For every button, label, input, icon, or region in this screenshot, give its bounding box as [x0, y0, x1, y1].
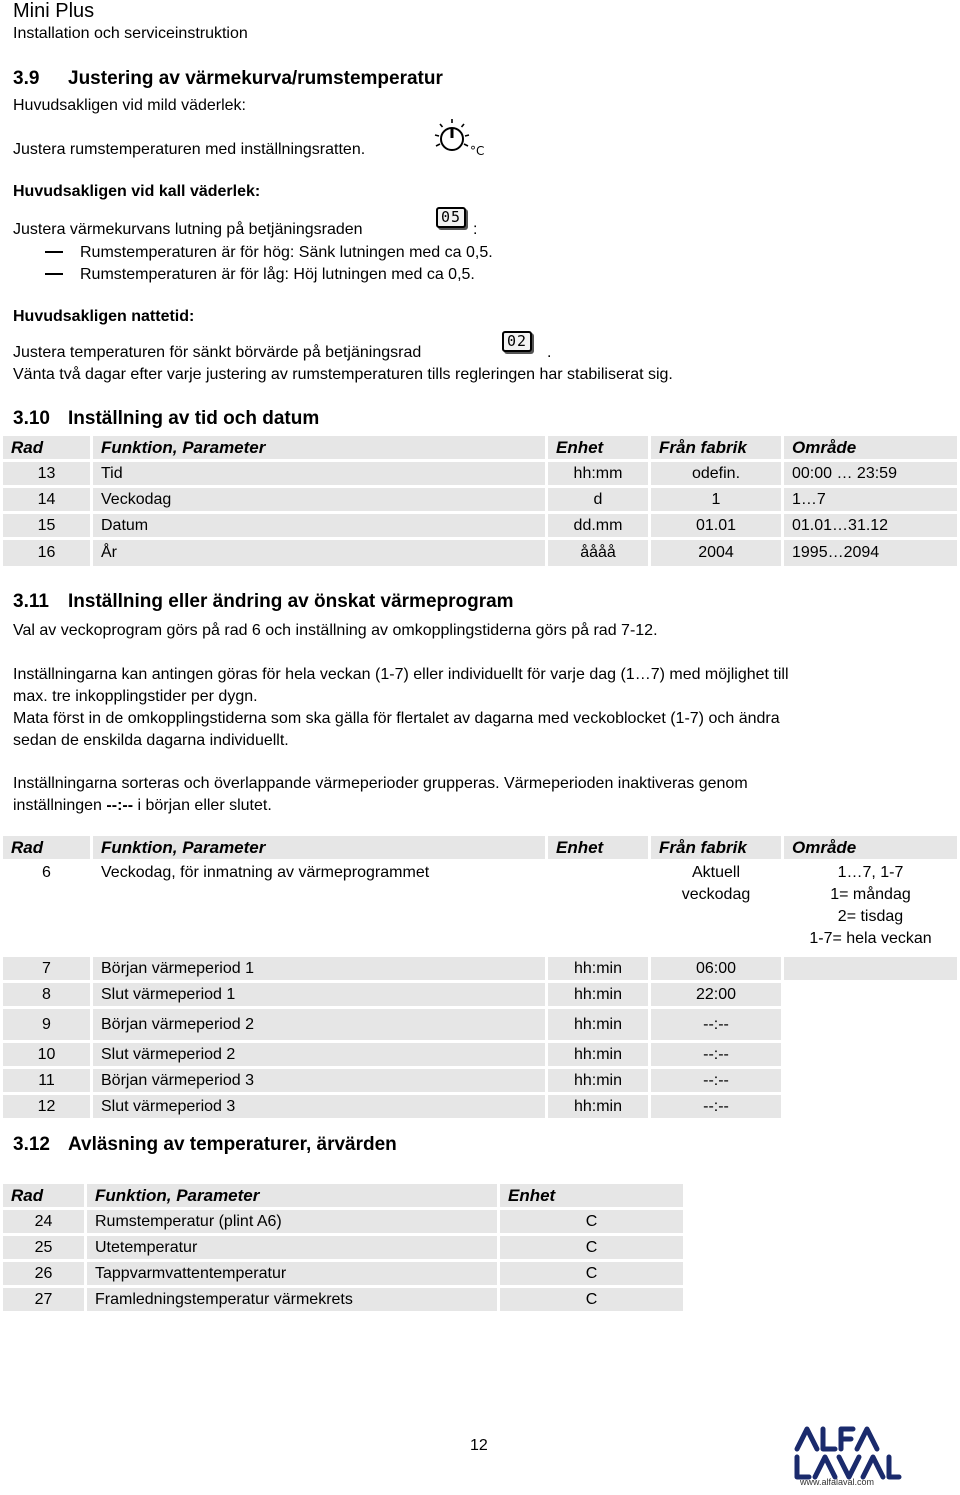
- table-row: 24 Rumstemperatur (plint A6) C: [3, 1210, 683, 1233]
- table-row: 11 Början värmeperiod 3 hh:min --:--: [3, 1069, 957, 1092]
- svg-text:°C: °C: [470, 144, 485, 158]
- display-05-icon: 05: [436, 207, 466, 228]
- alfa-laval-logo: [793, 1423, 903, 1485]
- table-row: 27 Framledningstemperatur värmekrets C: [3, 1288, 683, 1311]
- table-row: 26 Tappvarmvattentemperatur C: [3, 1262, 683, 1285]
- night-text: Justera temperaturen för sänkt börvärde på betjäningsrad: [13, 344, 422, 361]
- column-header: Funktion, Parameter: [93, 836, 545, 859]
- table-row: 10 Slut värmeperiod 2 hh:min --:--: [3, 1043, 957, 1066]
- paragraph: Inställningarna sorteras och överlappande värmeperioder grupperas. Värmeperioden inaktiveras genom: [13, 775, 748, 792]
- section-3-12-heading: 3.12 Avläsning av temperaturer, ärvärden: [13, 1134, 397, 1155]
- column-header: Område: [784, 436, 957, 459]
- column-header: Rad: [3, 836, 90, 859]
- column-header: Funktion, Parameter: [93, 436, 545, 459]
- column-header: Enhet: [548, 436, 648, 459]
- column-header: Funktion, Parameter: [87, 1184, 497, 1207]
- page-number: 12: [470, 1437, 488, 1454]
- paragraph: Mata först in de omkopplingstiderna som ska gälla för flertalet av dagarna med veckoblocket (1-7) och ändra: [13, 710, 780, 727]
- table-row: 8 Slut värmeperiod 1 hh:min 22:00: [3, 983, 957, 1006]
- table-row: 14 Veckodag d 1 1…7: [3, 488, 957, 511]
- column-header: Från fabrik: [651, 436, 781, 459]
- mild-weather-text: Justera rumstemperaturen med inställningsratten.: [13, 141, 366, 158]
- column-header: Enhet: [500, 1184, 683, 1207]
- column-header: Från fabrik: [651, 836, 781, 859]
- section-3-11-heading: 3.11 Inställning eller ändring av önskat värmeprogram: [13, 591, 514, 612]
- table-row: 6 Veckodag, för inmatning av värmeprogrammet Aktuell veckodag 1…7, 1-7 1= måndag 2= tisdag 1-7= hela veckan: [42, 864, 932, 947]
- cold-weather-heading: Huvudsakligen vid kall väderlek:: [13, 183, 261, 200]
- section-3-10-heading: 3.10 Inställning av tid och datum: [13, 408, 320, 429]
- list-item: Rumstemperaturen är för hög: Sänk lutningen med ca 0,5.: [45, 244, 493, 262]
- table-header-row: [3, 836, 957, 859]
- document-title: Mini Plus: [13, 0, 95, 22]
- paragraph: Inställningarna kan antingen göras för hela veckan (1-7) eller individuellt för varje dag (1…7) med möjlighet till: [13, 666, 789, 683]
- table-row: 16 År åååå 2004 1995…2094: [3, 540, 957, 566]
- paragraph: sedan de enskilda dagarna individuellt.: [13, 732, 289, 749]
- display-02-icon: 02: [502, 331, 532, 352]
- mild-weather-heading: Huvudsakligen vid mild väderlek:: [13, 97, 246, 114]
- logo-url: www.alfalaval.com: [800, 1477, 875, 1487]
- column-header: Enhet: [548, 836, 648, 859]
- table-header-row: [3, 1184, 683, 1207]
- table-row: 15 Datum dd.mm 01.01 01.01…31.12: [3, 514, 957, 537]
- dash-icon: [45, 273, 63, 275]
- heating-program-table: [0, 833, 960, 1121]
- table-header-row: [3, 436, 957, 459]
- table-row: 7 Början värmeperiod 1 hh:min 06:00: [3, 957, 957, 980]
- section-3-9-heading: 3.9 Justering av värmekurva/rumstemperatur: [13, 68, 443, 89]
- paragraph: max. tre inkopplingstider per dygn.: [13, 688, 258, 705]
- table-row: 12 Slut värmeperiod 3 hh:min --:--: [3, 1095, 957, 1118]
- temperature-table: [0, 1181, 686, 1314]
- column-header: Rad: [3, 1184, 84, 1207]
- time-date-table: [0, 433, 960, 569]
- night-heading: Huvudsakligen nattetid:: [13, 308, 195, 325]
- cold-weather-text: Justera värmekurvans lutning på betjäningsraden: [13, 221, 363, 238]
- cold-colon: :: [473, 221, 478, 238]
- document-subtitle: Installation och serviceinstruktion: [13, 25, 248, 42]
- table-row: 25 Utetemperatur C: [3, 1236, 683, 1259]
- list-item: Rumstemperaturen är för låg: Höj lutningen med ca 0,5.: [45, 266, 475, 284]
- paragraph: inställningen --:-- i början eller slutet.: [13, 797, 272, 814]
- table-row: 9 Början värmeperiod 2 hh:min --:--: [3, 1009, 957, 1040]
- wait-text: Vänta två dagar efter varje justering av rumstemperaturen tills regleringen har stabiliserat sig.: [13, 366, 673, 383]
- dash-icon: [45, 251, 63, 253]
- temperature-knob-icon: [430, 117, 485, 159]
- night-dot: .: [547, 344, 552, 361]
- column-header: Område: [784, 836, 957, 859]
- column-header: Rad: [3, 436, 90, 459]
- table-row: 13 Tid hh:mm odefin. 00:00 … 23:59: [3, 462, 957, 485]
- paragraph: Val av veckoprogram görs på rad 6 och inställning av omkopplingstiderna görs på rad 7-12.: [13, 622, 658, 639]
